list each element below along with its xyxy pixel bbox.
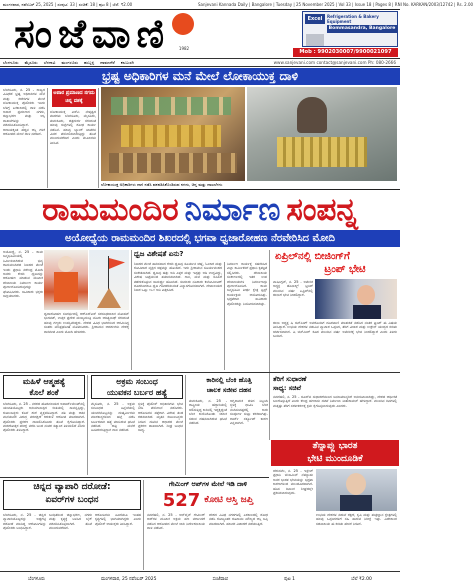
story-g-col1: ನವದೆಹಲಿ, ನ. 25 - ಆನ್‌ಲೈನ್ ಗೇಮಿಂಗ್ ಆಪ್‌ಗಳ ಮೂಲಕ ಅಕ್ರಮ ಹಣ ವರ್ಗಾವಣೆ ನಡೆಸಿದ ಆರೋಪದ ಮೇಲೆ ಜಾರಿ ನಿರ್ದೇಶನಾಲಯ ದಾಳಿ ನಡೆಸಿದೆ. [147,513,205,531]
right-story-col1: ವಾಷಿಂಗ್ಟನ್, ನ. 25 - ಅಮೆರಿಕ ಅಧ್ಯಕ್ಷ ಡೊನಾಲ್ಡ್ ಟ್ರಂಪ್ ಮುಂದಿನ ವರ್ಷ ಏಪ್ರಿಲ್‌ನಲ್ಲಿ ಚೀನಾಗೆ ಭೇಟಿ ನೀಡಲಿದ್ದಾರೆ. [273,280,313,298]
story-b-col2: ಸ್ಥಳಕ್ಕೆ ಪೊಲೀಸ್ ಅಧಿಕಾರಿಗಳು ಭೇಟಿ ನೀಡಿ ಪರಿಶೀಲನೆ ನಡೆಸಿದರು. ಆರೋಪಿಗಳ ಪತ್ತೆಗಾಗಿ ವಿಶೇಷ ತಂಡ ರಚಿಸಲಾಗಿದೆ. ಮೃತನ ಕುಟುಂಬಸ್ಥರು ನೀಡಿದ ದೂರಿನ ಆಧಾರದ ಮೇಲೆ ಪ್ರಕರಣ ದಾಖಲಾಗಿದೆ. ಶೀಘ್ರ ಬಂಧನ ಸಾಧ್ಯ. [138,402,183,433]
topline-right: Sanjevani Kannada Daily | Bangalore | Tuesday | 25 November 2025 | Vol 33 | Issue 18 | Pages 8 | RNI No. KARKAN/2003/12742 | Rs. 2.00 [198,2,473,7]
sun-icon [172,13,194,35]
story-f-title [3,480,141,510]
story2-col1: ಅಯೋಧ್ಯೆ, ನ. 25 - ರಾಮ ಜನ್ಮಭೂಮಿಯಲ್ಲಿ ನಿರ್ಮಿಸಲಾಗಿರುವ ಭವ್ಯ ರಾಮಮಂದಿರದ ಶಿಖರದ ಮೇಲೆ ಇಂದು ಪ್ರಧಾನಿ ನರೇಂದ್ರ ಮೋದಿ ಅವರು ಕೇಸರಿ ಧ್ವಜವನ್ನು ಆರೋಹಣ ಮಾಡುವ ಮೂಲಕ ದೇವಾಲಯ ನಿರ್ಮಾಣ ಕಾರ್ಯ ಪೂರ್ಣಗೊಂಡಿರುವುದನ್ನು ಘೋಷಿಸಿದರು. ಸಾವಿರಾರು ಭಕ್ತರು ಸಾಕ್ಷಿಯಾದರು. [3,250,43,299]
main-headline-part2: ನಿರ್ಮಾಣ [184,192,281,228]
photo-trump [315,279,397,319]
story-g-amount: 527 [162,489,201,511]
nav-item-5[interactable]: ಹುಬ್ಬಳ್ಳಿ [84,60,95,65]
photo-seized-cash [101,87,245,181]
fridge-image [306,34,324,46]
ad-line2: Bommasandra, Bangalore [328,26,396,31]
story-d-title2: ಸಾಧ್ಯ: ಸಚಿವೆ [273,384,301,392]
ad-line1: Refrigeration & Bakery Equipment [327,14,379,24]
footer-item-5: ಬೆಲೆ ₹2.00 [351,576,372,582]
footer-item-1: ಬೆಂಗಳೂರು [28,576,45,582]
story-e-col1: ಜೆರುಸಲೆಂ, ನ. 25 - ಇಸ್ರೇಲ್ ಪ್ರಧಾನಿ ಬೆಂಜಮಿನ್ ನೆತನ್ಯಾಹು ಅವರ ಭಾರತ ಭೇಟಿಯನ್ನು ಭದ್ರತಾ ಕಾರಣಗಳಿಂದ ಮುಂದೂಡಲಾಗಿದೆ. ಹೊಸ ದಿನಾಂಕ ಶೀಘ್ರದಲ್ಲೇ ಪ್ರಕಟಿಸಲಾಗುವುದು. [273,469,313,496]
photo-modi-ayodhya [44,250,88,310]
story-f-col3: ಆರೋಪಿಗಳು ಹಿಂದೆಯೂ ಇಂತಹ ಕೃತ್ಯಗಳಲ್ಲಿ ಭಾಗಿಯಾಗಿದ್ದರು ಎಂದು ಪೊಲೀಸ್ ಆಯುಕ್ತರು ತಿಳಿಸಿದ್ದಾರೆ. [95,513,141,526]
story-e-title [271,440,399,466]
masthead-since: 1982 [178,46,190,51]
story-c-title [189,375,269,397]
topline-left: ಮಂಗಳವಾರ, ನವೆಂಬರ್ 25, 2025 | ಸಂಪುಟ: 33 | ಸಂಚಿಕೆ: 18 | ಪುಟ 8 | ಬೆಲೆ: ₹2.00 [3,2,133,7]
inset-cash-gold [52,89,96,107]
story-d-body: ನವದೆಹಲಿ, ನ. 25 - ಜಿಎಸ್‌ಟಿ ಸುಧಾರಣೆಯಿಂದ ಜನಸಾಮಾನ್ಯರಿಗೆ ಅನುಕೂಲವಾಗಿದ್ದು, ದೇಶದ ಆರ್ಥಿಕತೆ ಬಲಗೊಳ್ಳುತ್ತಿದೆ ಎಂದು ಕೇಂದ್ರ ಹಣಕಾಸು ಸಚಿವೆ ನಿರ್ಮಲಾ ಸೀತಾರಾಮನ್ ಹೇಳಿದ್ದಾರೆ. ಮುಂದಿನ ದಿನಗಳಲ್ಲಿ ಮತ್ತಷ್ಟು ತೆರಿಗೆ ಸರಳೀಕರಣಕ್ಕೆ ಕ್ರಮ ಕೈಗೊಳ್ಳಲಾಗುವುದು ಎಂದರು. [273,395,397,408]
photo-temple-flag [89,250,129,310]
story-c-col2: ಅಗ್ನಿಶಾಮಕ ದಳದ ಸಿಬ್ಬಂದಿ ಸ್ಥಳಕ್ಕೆ ಧಾವಿಸಿ ಬೆಂಕಿ ನಂದಿಸುವಷ್ಟರಲ್ಲಿ ಕಾರು ಸಂಪೂರ್ಣ ಸುಟ್ಟು ಕರಕಲಾಗಿತ್ತು. ಶಾರ್ಟ್ ಸರ್ಕ್ಯೂಟ್ ಕಾರಣ ಎನ್ನಲಾಗಿದೆ. [230,399,268,426]
nav-item-4[interactable]: ಮಂಗಳೂರು [61,60,79,65]
nav-item-1[interactable]: ಬೆಂಗಳೂರು [3,60,19,65]
story-b-title [91,375,183,399]
headline-lokayukta: ಭ್ರಷ್ಟ ಅಧಿಕಾರಿಗಳ ಮನೆ ಮೇಲೆ ಲೋಕಾಯುಕ್ತ ದಾಳಿ [0,68,400,85]
footer [0,571,400,585]
nav-contact: www.sanjevani.com contact@sanjevani.com Ph: 080-2666 [273,60,396,65]
story-f-title1: ಚಿನ್ನದ ವ್ಯಾಪಾರಿ ದರೋಡೆ: [33,482,111,492]
ad-brand: Excel [305,14,325,24]
photo-netanyahu [316,469,397,511]
caption-lokayukta: ಲೋಕಾಯುಕ್ತ ಅಧಿಕಾರಿಗಳು ದಾಳಿ ನಡೆಸಿ ವಶಪಡಿಸಿಕೊಂಡಿರುವ ನಗದು, ಚಿನ್ನ ಮತ್ತು ದಾಖಲೆಗಳು [101,182,223,187]
masthead-title: ಸಂಜೆವಾಣಿ [14,11,171,57]
mid-story-title: ಧ್ವಜ ವಿಶೇಷತೆ ಏನು? [134,250,184,258]
story2-col2: ಧ್ವಜಾರೋಹಣ ಸಂದರ್ಭದಲ್ಲಿ ಆರ್‌ಎಸ್‌ಎಸ್ ಸರಸಂಘಚಾಲಕ ಮೋಹನ್ ಭಾಗವತ್, ಉತ್ತರ ಪ್ರದೇಶ ಮುಖ್ಯಮಂತ್ರಿ ಯೋಗಿ ಆದಿತ್ಯನಾಥ್ ಸೇರಿದಂತೆ ಹಲವು ಗಣ್ಯರು ಉಪಸ್ಥಿತರಿದ್ದರು. ದೇಶದ ವಿವಿಧ ಭಾಗಗಳಿಂದ ಆಗಮಿಸಿದ್ದ ಸಂತರು ಮಂತ್ರಘೋಷ ಮೊಳಗಿಸಿದರು. ಶ್ರೀರಾಮನ ಆದರ್ಶಗಳು ದೇಶಕ್ಕೆ ದಾರಿದೀಪ ಎಂದು ಮೋದಿ ಹೇಳಿದರು. [44,312,129,334]
right-story-col2: ಚೀನಾ ಅಧ್ಯಕ್ಷ ಷಿ ಜಿನ್‌ಪಿಂಗ್ ಅವರೊಂದಿಗೆ ದೂರವಾಣಿ ಮಾತುಕತೆ ನಡೆಸಿದ ನಂತರ ಟ್ರಂಪ್ ಈ ವಿಷಯ ತಿಳಿಸಿದ್ದಾರೆ. ಉಭಯ ದೇಶಗಳ ನಡುವಿನ ವ್ಯಾಪಾರ ಒಪ್ಪಂದ, ತೆರಿಗೆ ವಿಚಾರ ಮತ್ತು ಉಕ್ರೇನ್ ಯುದ್ಧದ ಕುರಿತು ಚರ್ಚಿಸಲಾಗಿದೆ. ಷಿ ಜಿನ್‌ಪಿಂಗ್ ಕೂಡ ಮುಂದಿನ ವರ್ಷ ಅಮೆರಿಕಕ್ಕೆ ಭೇಟಿ ನೀಡಲಿದ್ದಾರೆ ಎಂದು ತಿಳಿದು ಬಂದಿದೆ. [273,321,397,339]
main-headline-part3: ಸಂಪನ್ನ [286,192,358,228]
story1-col1: ಬೆಂಗಳೂರು, ನ. 25 - ರಾಜ್ಯದ ವಿವಿಧೆಡೆ ಭ್ರಷ್ಟ ಅಧಿಕಾರಿಗಳ ಮನೆ ಮತ್ತು ಕಚೇರಿಗಳ ಮೇಲೆ ಲೋಕಾಯುಕ್ತ ಪೊಲೀಸರು ಇಂದು ಬೆಳಿಗ್ಗೆ ಏಕಕಾಲದಲ್ಲಿ ದಾಳಿ ನಡೆಸಿ ಅಪಾರ ಪ್ರಮಾಣದ ನಗದು, ಚಿನ್ನಾಭರಣ ಮತ್ತು ಆಸ್ತಿ ದಾಖಲೆಗಳನ್ನು ವಶಪಡಿಸಿಕೊಂಡಿದ್ದಾರೆ. ಆದಾಯಕ್ಕಿಂತ ಹೆಚ್ಚಿನ ಆಸ್ತಿ ಗಳಿಕೆ ಆರೋಪದ ಮೇಲೆ ದಾಳಿ ನಡೆದಿದೆ. [3,88,45,137]
mid-story-col1: ಶಿಖರದ ಮೇಲೆ ಹಾರಿಸಲಾದ ಕೇಸರಿ ಧ್ವಜವು ಸೂರ್ಯನ ಚಿಹ್ನೆ, ಓಂಕಾರ ಮತ್ತು ಕೋವಿದಾರ ವೃಕ್ಷದ ಚಿತ್ರವನ್ನು ಹೊಂದಿದೆ. ಇದು ಶ್ರೀರಾಮನ ಸೂರ್ಯವಂಶದ ಸಂಕೇತವಾಗಿದೆ. ಧ್ವಜವು ಹತ್ತು ಅಡಿ ಎತ್ತರ ಮತ್ತು ಇಪ್ಪತ್ತು ಅಡಿ ಉದ್ದವಿದ್ದು, ವಿಶೇಷ ಬಟ್ಟೆಯಿಂದ ತಯಾರಿಸಲಾಗಿದೆ. ಗಾಳಿ, ಮಳೆ ಮತ್ತು ಬಿಸಿಲಿಗೆ ತಡೆದುಕೊಳ್ಳುವ ಸಾಮರ್ಥ್ಯ ಹೊಂದಿದೆ. ಸುಮಾರು ನೂರಾರು ಕಿಲೋಮೀಟರ್ ದೂರದಿಂದಲೂ ಧ್ವಜ ಗೋಚರಿಸುವಂತೆ ವಿನ್ಯಾಸಗೊಳಿಸಲಾಗಿದೆ. ದೇವಾಲಯದ ಶಿಖರ ಒಟ್ಟು ೧೬೧ ಅಡಿ ಎತ್ತರವಿದೆ. [134,262,222,293]
story-f-col2: ಬಂಧಿತರಿಂದ ಚಿನ್ನಾಭರಣ, ನಗದು ಮತ್ತು ಕೃತ್ಯಕ್ಕೆ ಬಳಸಿದ ಬೈಕ್ ವಶಪಡಿಸಿಕೊಳ್ಳಲಾಗಿದೆ. ತನಿಖೆ ಮುಂದುವರೆದಿದೆ. [49,513,92,531]
right-story-title2: ಟ್ರಂಪ್ ಭೇಟಿ [324,264,366,275]
photo-seized-gold [247,87,397,181]
story-c-title2: ಚಾಲಕ ಸಜೀವ ದಹನ [206,386,252,394]
story-b-title2: ಯುವಕನ ಬರ್ಬರ ಹತ್ಯೆ [106,388,168,397]
story-g-amount-line [147,490,269,510]
story-a-body: ಬೆಂಗಳೂರು, ನ. 25 - ನಗರದ ಹೊರವಲಯದ ಅಪಾರ್ಟ್‌ಮೆಂಟ್‌ನಲ್ಲಿ ಯುವತಿಯೊಬ್ಬರು ಅನುಮಾನಾಸ್ಪದ ರೀತಿಯಲ್ಲಿ ಸಾವನ್ನಪ್ಪಿದ್ದು, ಕುಟುಂಬಸ್ಥರು ಕೊಲೆ ಶಂಕೆ ವ್ಯಕ್ತಪಡಿಸಿದ್ದಾರೆ. ಪತಿ ಮತ್ತು ಆತನ ಮನೆಯವರ ವಿರುದ್ಧ ವರದಕ್ಷಿಣೆ ಕಿರುಕುಳ ಆರೋಪ ಮಾಡಲಾಗಿದೆ. ಪೊಲೀಸರು ಪ್ರಕರಣ ದಾಖಲಿಸಿಕೊಂಡು ತನಿಖೆ ಕೈಗೊಂಡಿದ್ದಾರೆ. ಮರಣೋತ್ತರ ಪರೀಕ್ಷೆ ವರದಿ ಬಂದ ನಂತರ ಸತ್ಯಾಂಶ ತಿಳಿಯಲಿದೆ ಎಂದು ಪೊಲೀಸರು ತಿಳಿಸಿದ್ದಾರೆ. [3,402,85,433]
story-a-title1: ಮಹಿಳೆ ಆತ್ಮಹತ್ಯೆ [22,377,66,386]
story-f-title2: ಏವರ್‌ಗಳ ಬಂಧನ [45,495,99,505]
story-e-title2: ಭೇಟಿ ಮುಂದೂಡಿಕೆ [307,454,363,464]
story-g-title: ಗೇಮಿಂಗ್ ಆಪ್‌ಗಳ ಮೇಲೆ ಇಡಿ ದಾಳಿ [168,480,248,488]
ad-top [302,11,398,47]
story-g-amount-rest: ಕೋಟಿ ಆಸ್ತಿ ಜಪ್ತಿ [204,495,254,505]
story-g-col2: ದೇಶದ ವಿವಿಧ ನಗರಗಳಲ್ಲಿ ಏಕಕಾಲದಲ್ಲಿ ಶೋಧ ನಡೆಸಿ ಕೋಟ್ಯಂತರ ರೂಪಾಯಿ ಮೌಲ್ಯದ ಆಸ್ತಿ ಜಪ್ತಿ ಮಾಡಲಾಗಿದೆ. ಹಲವರ ವಿಚಾರಣೆ ನಡೆಯುತ್ತಿದೆ. [209,513,268,526]
story-b-title1: ಅಕ್ರಮ ಸಂಬಂಧ [116,377,158,386]
story-c-col1: ತುಮಕೂರು, ನ. 25 - ರಾಷ್ಟ್ರೀಯ ಹೆದ್ದಾರಿಯಲ್ಲಿ ಚಲಿಸುತ್ತಿದ್ದ ಕಾರಿನಲ್ಲಿ ಇದ್ದಕ್ಕಿದ್ದಂತೆ ಬೆಂಕಿ ಕಾಣಿಸಿಕೊಂಡು ಚಾಲಕ ಸಜೀವ ದಹನವಾಗಿರುವ ಘಟನೆ ನಡೆದಿದೆ. [189,399,227,426]
main-headline-part1: ರಾಮಮಂದಿರ [42,192,179,228]
footer-item-3: ಸಂಜೆವಾಣಿ [212,576,228,582]
story-a-title2: ಕೊಲೆ ಶಂಕೆ [29,388,59,397]
nav-item-7[interactable]: ಕಲಬುರಗಿ [120,60,135,65]
story-e-title1: ತೆನ್ನಾಪ್ಲು ಭಾರತ [312,441,358,451]
navbar [0,58,400,67]
nav-item-2[interactable]: ಮೈಸೂರು [24,60,38,65]
mid-story-col2: ನಿರ್ಮಾಣ ಕಾರ್ಯಕ್ಕೆ ಸಹಕರಿಸಿದ ಎಲ್ಲಾ ಕಾರ್ಮಿಕರಿಗೆ ಪ್ರಧಾನಿ ಕೃತಜ್ಞತೆ ಸಲ್ಲಿಸಿದರು. ದೇವಾಲಯ ಸಂಕೀರ್ಣದಲ್ಲಿ ಇತರ ಉಪ ದೇವಾಲಯಗಳ ನಿರ್ಮಾಣವೂ ಪೂರ್ಣಗೊಂಡಿದೆ. ರಾಮ ಜನ್ಮಭೂಮಿ ತೀರ್ಥ ಕ್ಷೇತ್ರ ಟ್ರಸ್ಟ್ ಕಾರ್ಯಕ್ರಮ ಆಯೋಜಿಸಿತ್ತು. ಭದ್ರತೆಗಾಗಿ ಸಾವಿರಾರು ಪೊಲೀಸರನ್ನು ನಿಯೋಜಿಸಲಾಗಿತ್ತು. [227,262,267,306]
inset-line2: ಚಿನ್ನ ವಶಕ್ಕೆ [65,98,83,104]
nav-item-6[interactable]: ದಾವಣಗೆರೆ [100,60,115,65]
story-b-col1: ಮೈಸೂರು, ನ. 25 - ಅಕ್ರಮ ಸಂಬಂಧದ ಹಿನ್ನೆಲೆಯಲ್ಲಿ ಯುವಕನೊಬ್ಬನನ್ನು ದುಷ್ಕರ್ಮಿಗಳು ಮಾರಕಾಸ್ತ್ರಗಳಿಂದ ಹಲ್ಲೆ ನಡೆಸಿ ಬರ್ಬರವಾಗಿ ಹತ್ಯೆ ಮಾಡಿರುವ ಘಟನೆ ನಡೆದಿದೆ. ರಾತ್ರಿ ಮನೆಗೆ ಹಿಂತಿರುಗುತ್ತಿದ್ದಾಗ ದಾಳಿ ನಡೆದಿದೆ. [91,402,135,433]
story-a-title [3,375,85,399]
inset-line1: ಅಪಾರ ಪ್ರಮಾಣದ ನಗದು [53,90,95,96]
story-e-col2: ಉಭಯ ದೇಶಗಳ ನಡುವೆ ರಕ್ಷಣೆ, ಕೃಷಿ ಮತ್ತು ತಂತ್ರಜ್ಞಾನ ಕ್ಷೇತ್ರಗಳಲ್ಲಿ ಹಲವು ಒಪ್ಪಂದಗಳಿಗೆ ಸಹಿ ಹಾಕುವ ನಿರೀಕ್ಷೆ ಇತ್ತು. ವಿದೇಶಾಂಗ ಸಚಿವಾಲಯ ಈ ಕುರಿತು ಹೇಳಿಕೆ ನೀಡಿದೆ. [316,513,397,526]
footer-item-2: ಮಂಗಳವಾರ, 25 ನವೆಂಬರ್ 2025 [101,576,157,582]
story-c-title1: ಕಾರಿನಲ್ಲಿ ಬೆಂಕಿ ಹೊತ್ತಿ [206,376,252,384]
main-headline [0,191,400,229]
story-d-title1: ತೆರಿಗೆ ಸುಧಾರಣೆ [273,375,307,383]
ad-phone: Mob : 9902030007/9900021097 [293,48,398,57]
story-f-col1: ಬೆಂಗಳೂರು, ನ. 25 - ಚಿನ್ನದ ವ್ಯಾಪಾರಿಯೊಬ್ಬರನ್ನು ಅಡ್ಡಗಟ್ಟಿ ದರೋಡೆ ಮಾಡಿದ್ದ ಆರೋಪಿಗಳನ್ನು ಪೊಲೀಸರು ಬಂಧಿಸಿದ್ದಾರೆ. [3,513,46,531]
footer-item-4: ಪುಟ 1 [284,576,295,582]
right-story-title1: ಏಪ್ರಿಲ್‌ನಲ್ಲಿ ಬೀಜಿಂಗ್‌ಗೆ [275,251,350,262]
subheadline: ಅಯೋಧ್ಯೆಯ ರಾಮಮಂದಿರ ಶಿಖರದಲ್ಲಿ ಭಗವಾ ಧ್ವಜಾರೋಹಣ ನೆರವೇರಿಸಿದ ಮೋದಿ [0,230,400,247]
story1-col2: ಲೋಕಾಯುಕ್ತ ಎಸ್‌ಪಿ ನೇತೃತ್ವದ ತಂಡಗಳು ಬೆಂಗಳೂರು, ಮೈಸೂರು, ತುಮಕೂರು, ಚಿತ್ರದುರ್ಗ ಸೇರಿದಂತೆ ಹಲವು ಜಿಲ್ಲೆಗಳಲ್ಲಿ ಶೋಧ ಕಾರ್ಯ ನಡೆಸಿವೆ. ಹಲವು ಬ್ಯಾಂಕ್ ಖಾತೆಗಳ ವಿವರ ಪರಿಶೀಲಿಸಲಾಗುತ್ತಿದ್ದು ತನಿಖೆ ಮುಂದುವರೆದಿದೆ ಎಂದು ಮೂಲಗಳು ತಿಳಿಸಿವೆ. [50,110,96,145]
nav-item-3[interactable]: ಬೆಳಗಾವಿ [43,60,56,65]
